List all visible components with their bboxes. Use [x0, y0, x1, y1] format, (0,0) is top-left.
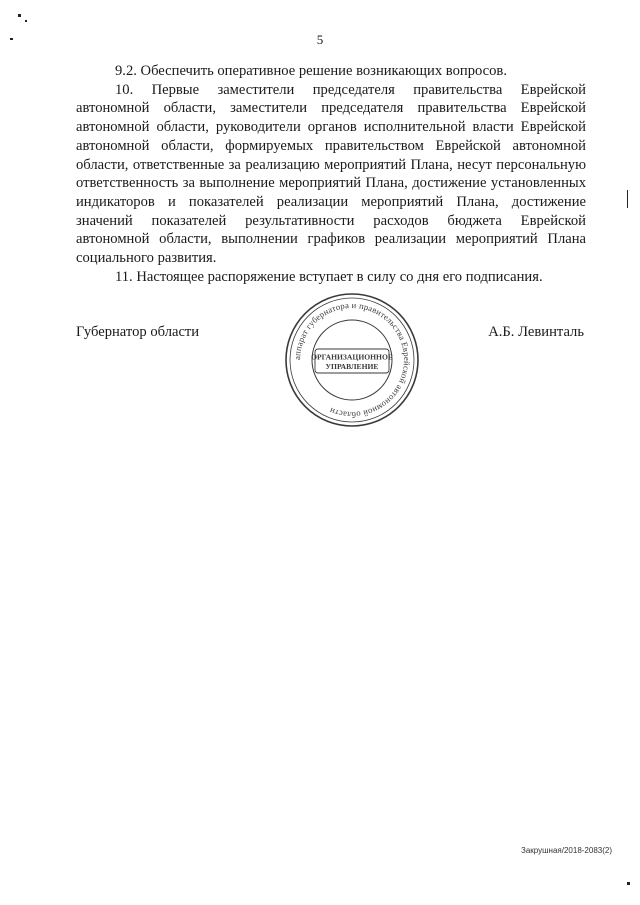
seal-center-line2: УПРАВЛЕНИЕ	[325, 362, 379, 371]
seal-center-line1: ОРГАНИЗАЦИОННОЕ	[311, 352, 393, 362]
scan-speck	[627, 190, 628, 208]
paragraph-11: 11. Настоящее распоряжение вступает в силу со дня его подписания.	[115, 268, 543, 285]
scan-speck	[25, 20, 27, 22]
document-body	[76, 62, 586, 286]
page-number: 5	[316, 32, 324, 47]
scan-speck	[627, 882, 630, 885]
seal-ring-text: аппарат губернатора и правительства Еврейской автономной области	[291, 299, 413, 421]
official-seal	[282, 290, 422, 430]
paragraph-10: 10. Первые заместители председателя правительства Еврейской автономной области, заместители председателя правительства Еврейской автономной области, руководители органов исполнительной власти Еврейской автономной области, формируемых правительством Еврейской автономной области, ответственные за реализацию мероприятий Плана, несут персональную ответственность за выполнение мероприятий Плана, достижение установленных индикаторов и показателей реализации мероприятий Плана, достижение значений показателей результативности расходов бюджета Еврейской автономной области, выполнении графиков реализации мероприятий Плана социального развития.	[76, 81, 586, 267]
paragraph-9-2: 9.2. Обеспечить оперативное решение возникающих вопросов.	[115, 63, 507, 79]
scan-speck	[10, 38, 13, 40]
document-code: Закрушная/2018-2083(2)	[520, 846, 612, 855]
scan-speck	[18, 14, 21, 17]
signatory-name: А.Б. Левинталь	[488, 324, 584, 340]
signatory-position: Губернатор области	[76, 324, 200, 340]
